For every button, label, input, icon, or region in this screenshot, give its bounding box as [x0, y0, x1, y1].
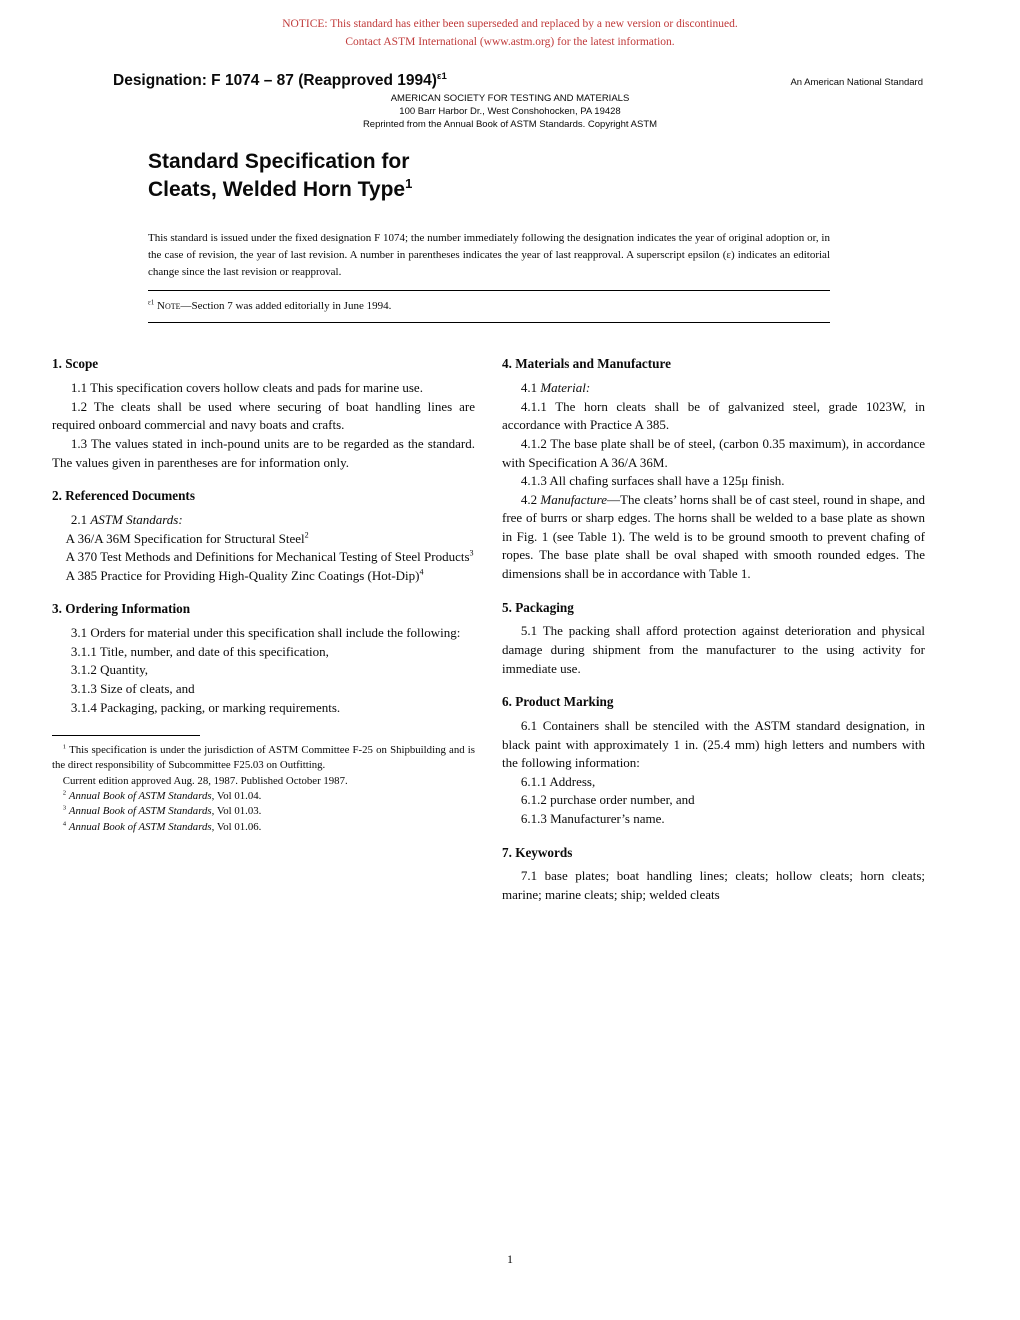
header — [0, 52, 1020, 90]
paragraph — [502, 810, 925, 829]
text-run: 3.1.1 Title, number, and date of this specification, — [70, 643, 329, 659]
text-run: 5.1 The packing shall afford protection against deterioration and physical damage during shipment from the manufacturer to the using activity for immediate use. — [502, 623, 925, 676]
footnote — [52, 743, 475, 774]
paragraph — [502, 773, 925, 792]
text-run: This specification is under the jurisdiction of ASTM Committee F-25 on Shipbuilding and is the direct responsibility of Subcommittee F25.03 on Outfitting. — [52, 744, 475, 772]
section-heading: 5. Packaging — [502, 599, 574, 615]
text-run: 6.1.2 purchase order number, and — [520, 792, 695, 808]
paragraph — [502, 472, 925, 491]
text-run: 4.1.1 The horn cleats shall be of galvanized steel, grade 1023W, in accordance with Practice A 385. — [502, 398, 925, 433]
text-run: 3.1 Orders for material under this specification shall include the following: — [70, 625, 461, 641]
text-run: Annual Book of ASTM Standards, — [68, 820, 215, 833]
text-run: 4.1 — [520, 380, 541, 396]
reprint-note: Reprinted from the Annual Book of ASTM Standards. Copyright ASTM — [362, 119, 658, 131]
body-columns — [52, 353, 925, 904]
editorial-note — [148, 300, 830, 312]
paragraph — [502, 398, 925, 435]
text-run: Current edition approved Aug. 28, 1987. Published October 1987. — [62, 774, 348, 787]
text-run: 1 — [405, 175, 413, 191]
text-run: 1.3 The values stated in inch-pound units are to be regarded as the standard. The values given in parentheses are for information only. — [52, 435, 475, 470]
text-run: Cleats, Welded Horn Type — [148, 177, 406, 201]
section-heading: 6. Product Marking — [502, 694, 614, 710]
section-heading: 7. Keywords — [502, 844, 573, 860]
text-run: 2 — [62, 789, 67, 797]
text-run: 6.1.3 Manufacturer’s name. — [520, 810, 665, 826]
footnote — [52, 804, 475, 819]
text-run: Note — [157, 300, 181, 313]
paragraph — [52, 530, 475, 549]
text-run: Annual Book of ASTM Standards, — [68, 805, 215, 818]
section-heading: 3. Ordering Information — [52, 601, 191, 617]
notice-line-2: Contact ASTM International (www.astm.org) for the latest information. — [345, 35, 675, 48]
left-column — [52, 353, 475, 904]
text-run: 6.1.1 Address, — [520, 773, 596, 789]
text-run: 1.1 This specification covers hollow cleats and pads for marine use. — [70, 380, 423, 396]
text-run: A 370 Test Methods and Definitions for Mechanical Testing of Steel Products — [65, 549, 470, 565]
paragraph — [52, 379, 475, 398]
paragraph — [502, 717, 925, 773]
text-run: 3.1.2 Quantity, — [70, 662, 148, 678]
right-column — [502, 353, 925, 904]
text-run: 4 — [62, 820, 67, 828]
text-run: ε1 — [436, 70, 447, 82]
section-heading: 4. Materials and Manufacture — [502, 356, 671, 372]
paragraph — [52, 643, 475, 662]
text-run: 3.1.4 Packaging, packing, or marking requirements. — [70, 699, 341, 715]
text-run: Vol 01.06. — [214, 820, 262, 833]
text-run: Manufacture — [540, 491, 608, 507]
paragraph — [502, 867, 925, 904]
text-run: —Section 7 was added editorially in June 1994. — [180, 300, 392, 313]
footnote-separator — [52, 735, 200, 736]
divider — [148, 322, 830, 323]
preamble: This standard is issued under the fixed designation F 1074; the number immediately following the designation indicates the year of original adoption or, in the case of revision, the year of last revision. A number in parentheses indicates the year of last reapproval. A superscript epsilon (ε) indicates an editorial change since the last revision or reapproval. — [148, 232, 830, 278]
text-run: Designation: F 1074 – 87 (Reapproved 1994) — [113, 71, 437, 89]
text-run: ε1 — [148, 299, 155, 307]
text-run: 1 — [62, 743, 67, 751]
paragraph — [502, 622, 925, 678]
paragraph — [52, 548, 475, 567]
footnote — [52, 774, 475, 789]
section-heading: 1. Scope — [52, 356, 99, 372]
text-run: ASTM Standards: — [90, 512, 183, 527]
text-run: 4.1.3 All chafing surfaces shall have a 125μ finish. — [520, 473, 785, 489]
text-run: 3 — [469, 548, 474, 558]
paragraph — [502, 379, 925, 398]
paragraph — [52, 699, 475, 718]
paragraph — [52, 511, 475, 530]
paragraph — [52, 661, 475, 680]
footnote — [52, 789, 475, 804]
section-heading: 2. Referenced Documents — [52, 488, 195, 504]
paragraph — [502, 435, 925, 472]
text-run: 3.1.3 Size of cleats, and — [70, 680, 195, 696]
paragraph — [52, 435, 475, 472]
text-run: Vol 01.03. — [214, 805, 262, 818]
paragraph — [52, 624, 475, 643]
divider — [148, 290, 830, 291]
text-run: —The cleats’ horns shall be of cast steel, round in shape, and free of burrs or sharp edges. The horns shall be welded to a base plate as shown in Fig. 1 (see Table 1). The weld is to be ground smooth to prevent chafing of ropes. The base plate shall be oval shaped with smooth rounded edges. The dimensions shall be in accordance with Table 1. — [502, 491, 925, 582]
national-standard-label: An American National Standard — [790, 76, 923, 88]
paragraph — [52, 398, 475, 435]
title-line-2 — [148, 176, 1020, 204]
text-run: Annual Book of ASTM Standards, — [68, 790, 215, 803]
title-line-1: Standard Specification for — [148, 149, 410, 173]
text-run: 1.2 The cleats shall be used where securing of boat handling lines are required onboard commercial and navy boats and crafts. — [52, 398, 475, 433]
document-title — [148, 148, 1020, 205]
designation — [113, 72, 447, 90]
paragraph — [502, 791, 925, 810]
footnote — [52, 820, 475, 835]
paragraph — [502, 491, 925, 584]
paragraph — [52, 567, 475, 586]
superseded-notice — [0, 0, 1020, 52]
footnotes — [52, 735, 475, 835]
text-run: A 385 Practice for Providing High-Quality Zinc Coatings (Hot-Dip) — [65, 567, 420, 583]
publisher-address: 100 Barr Harbor Dr., West Conshohocken, PA 19428 — [399, 105, 621, 117]
text-run: 4.1.2 The base plate shall be of steel, (carbon 0.35 maximum), in accordance with Specification A 36/A 36M. — [502, 435, 925, 470]
page-number: 1 — [507, 1252, 513, 1266]
text-run: 3 — [62, 804, 67, 812]
text-run: 2.1 — [70, 512, 91, 527]
text-run: 4 — [419, 567, 424, 577]
text-run: 4.2 — [520, 491, 541, 507]
text-run: 7.1 base plates; boat handling lines; cleats; hollow cleats; horn cleats; marine; marine cleats; ship; welded cleats — [502, 868, 925, 902]
publisher-name: AMERICAN SOCIETY FOR TESTING AND MATERIALS — [390, 92, 630, 104]
text-run: A 36/A 36M Specification for Structural Steel — [65, 530, 305, 546]
paragraph — [52, 680, 475, 699]
text-run: 2 — [304, 530, 309, 540]
notice-line-1: NOTICE: This standard has either been superseded and replaced by a new version or discontinued. — [282, 18, 738, 30]
text-run: 6.1 Containers shall be stenciled with the ASTM standard designation, in black paint with approximately 1 in. (25.4 mm) high letters and numbers with the following information: — [502, 718, 925, 771]
publisher-block — [0, 92, 1020, 132]
text-run: Material: — [540, 380, 591, 396]
text-run: Vol 01.04. — [214, 790, 262, 803]
